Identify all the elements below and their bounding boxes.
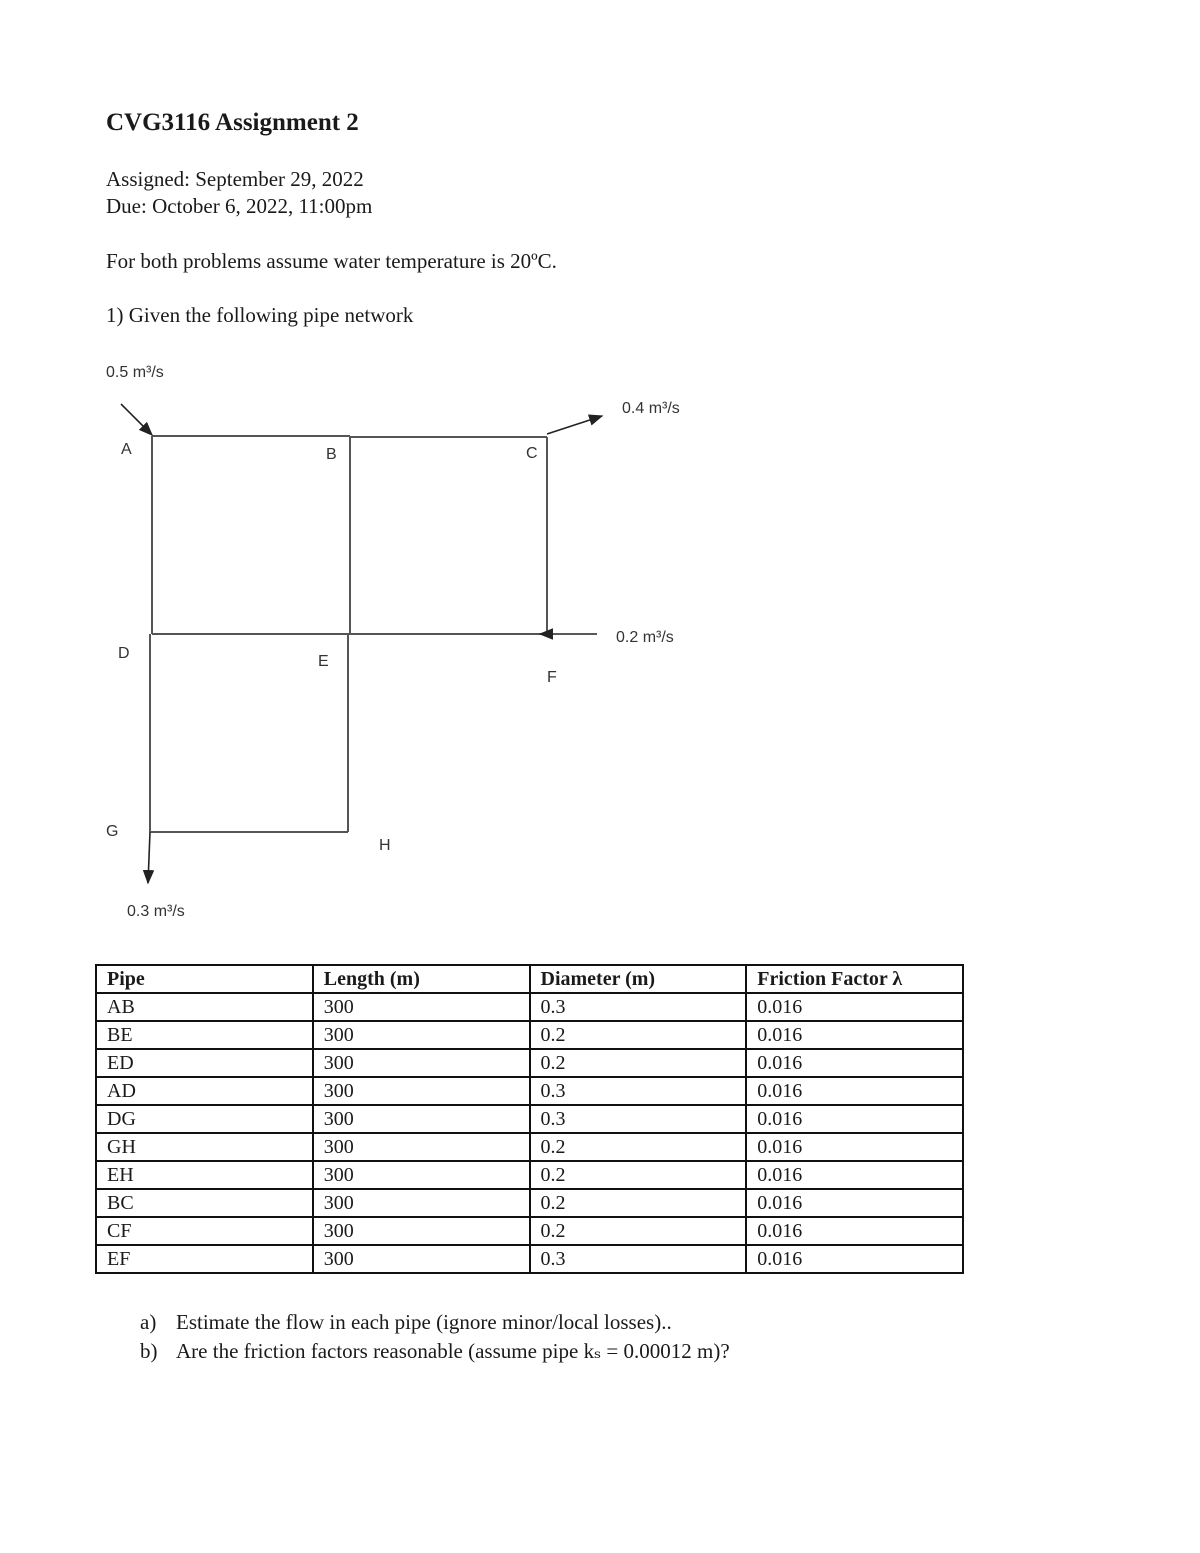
- pipe-cell: CF: [96, 1217, 313, 1245]
- table-body: [96, 993, 963, 1273]
- pipe-cell: ED: [96, 1049, 313, 1077]
- inflow-arrow-A: [121, 404, 152, 435]
- table-row: [96, 1133, 963, 1161]
- flow-label-F: 0.2 m³/s: [616, 629, 674, 646]
- diameter-cell: 0.2: [530, 1161, 747, 1189]
- friction-factor-cell: 0.016: [746, 1189, 963, 1217]
- pipe-cell: BE: [96, 1021, 313, 1049]
- table-row: [96, 993, 963, 1021]
- length-cell: 300: [313, 993, 530, 1021]
- length-cell: 300: [313, 1077, 530, 1105]
- length-cell: 300: [313, 1217, 530, 1245]
- problem-1-statement: 1) Given the following pipe network: [106, 303, 414, 327]
- length-cell: 300: [313, 1189, 530, 1217]
- friction-factor-cell: 0.016: [746, 1021, 963, 1049]
- table-row: [96, 1161, 963, 1189]
- header-friction-factor: Friction Factor λ: [746, 965, 963, 993]
- node-label-F: F: [547, 669, 557, 686]
- pipe-cell: AD: [96, 1077, 313, 1105]
- assigned-date: Assigned: September 29, 2022: [106, 167, 364, 191]
- friction-factor-cell: 0.016: [746, 1077, 963, 1105]
- pipe-cell: DG: [96, 1105, 313, 1133]
- length-cell: 300: [313, 1133, 530, 1161]
- diameter-cell: 0.2: [530, 1021, 747, 1049]
- question-b: [140, 1337, 730, 1365]
- table-row: [96, 1049, 963, 1077]
- pipe-cell: GH: [96, 1133, 313, 1161]
- outflow-arrow-C: [547, 416, 602, 434]
- table-header-row: [96, 965, 963, 993]
- length-cell: 300: [313, 1245, 530, 1273]
- table-row: [96, 1189, 963, 1217]
- table-row: [96, 1021, 963, 1049]
- friction-factor-cell: 0.016: [746, 1049, 963, 1077]
- diameter-cell: 0.3: [530, 1077, 747, 1105]
- pipe-cell: BC: [96, 1189, 313, 1217]
- node-label-G: G: [106, 823, 119, 840]
- question-marker: b): [140, 1339, 158, 1363]
- pipe-network-diagram: [0, 340, 800, 930]
- outflow-arrow-G: [148, 832, 150, 883]
- friction-factor-cell: 0.016: [746, 1217, 963, 1245]
- length-cell: 300: [313, 1161, 530, 1189]
- flow-label-A: 0.5 m³/s: [106, 364, 164, 381]
- diameter-cell: 0.2: [530, 1217, 747, 1245]
- question-text: Are the friction factors reasonable (assume pipe kₛ = 0.00012 m)?: [176, 1339, 730, 1363]
- length-cell: 300: [313, 1021, 530, 1049]
- diameter-cell: 0.2: [530, 1133, 747, 1161]
- header-pipe: Pipe: [96, 965, 313, 993]
- node-label-B: B: [326, 446, 337, 463]
- diameter-cell: 0.3: [530, 1105, 747, 1133]
- pipe-cell: EF: [96, 1245, 313, 1273]
- table-row: [96, 1077, 963, 1105]
- table-row: [96, 1217, 963, 1245]
- header-diameter: Diameter (m): [530, 965, 747, 993]
- diameter-cell: 0.3: [530, 1245, 747, 1273]
- pipe-data-table: [95, 964, 964, 1274]
- table-row: [96, 1245, 963, 1273]
- diameter-cell: 0.3: [530, 993, 747, 1021]
- friction-factor-cell: 0.016: [746, 1133, 963, 1161]
- pipe-cell: EH: [96, 1161, 313, 1189]
- node-label-C: C: [526, 445, 538, 462]
- question-marker: a): [140, 1310, 157, 1334]
- diameter-cell: 0.2: [530, 1049, 747, 1077]
- friction-factor-cell: 0.016: [746, 993, 963, 1021]
- length-cell: 300: [313, 1049, 530, 1077]
- node-label-E: E: [318, 653, 329, 670]
- diameter-cell: 0.2: [530, 1189, 747, 1217]
- length-cell: 300: [313, 1105, 530, 1133]
- pipe-cell: AB: [96, 993, 313, 1021]
- friction-factor-cell: 0.016: [746, 1161, 963, 1189]
- page-title: CVG3116 Assignment 2: [106, 109, 359, 136]
- node-label-H: H: [379, 837, 391, 854]
- question-text: Estimate the flow in each pipe (ignore minor/local losses)..: [176, 1310, 672, 1334]
- temperature-assumption: For both problems assume water temperature is 20ºC.: [106, 249, 557, 273]
- table-row: [96, 1105, 963, 1133]
- friction-factor-cell: 0.016: [746, 1245, 963, 1273]
- node-label-D: D: [118, 645, 130, 662]
- question-a: [140, 1308, 672, 1336]
- friction-factor-cell: 0.016: [746, 1105, 963, 1133]
- node-label-A: A: [121, 441, 132, 458]
- header-length: Length (m): [313, 965, 530, 993]
- due-date: Due: October 6, 2022, 11:00pm: [106, 194, 373, 218]
- flow-label-G: 0.3 m³/s: [127, 903, 185, 920]
- flow-label-C: 0.4 m³/s: [622, 400, 680, 417]
